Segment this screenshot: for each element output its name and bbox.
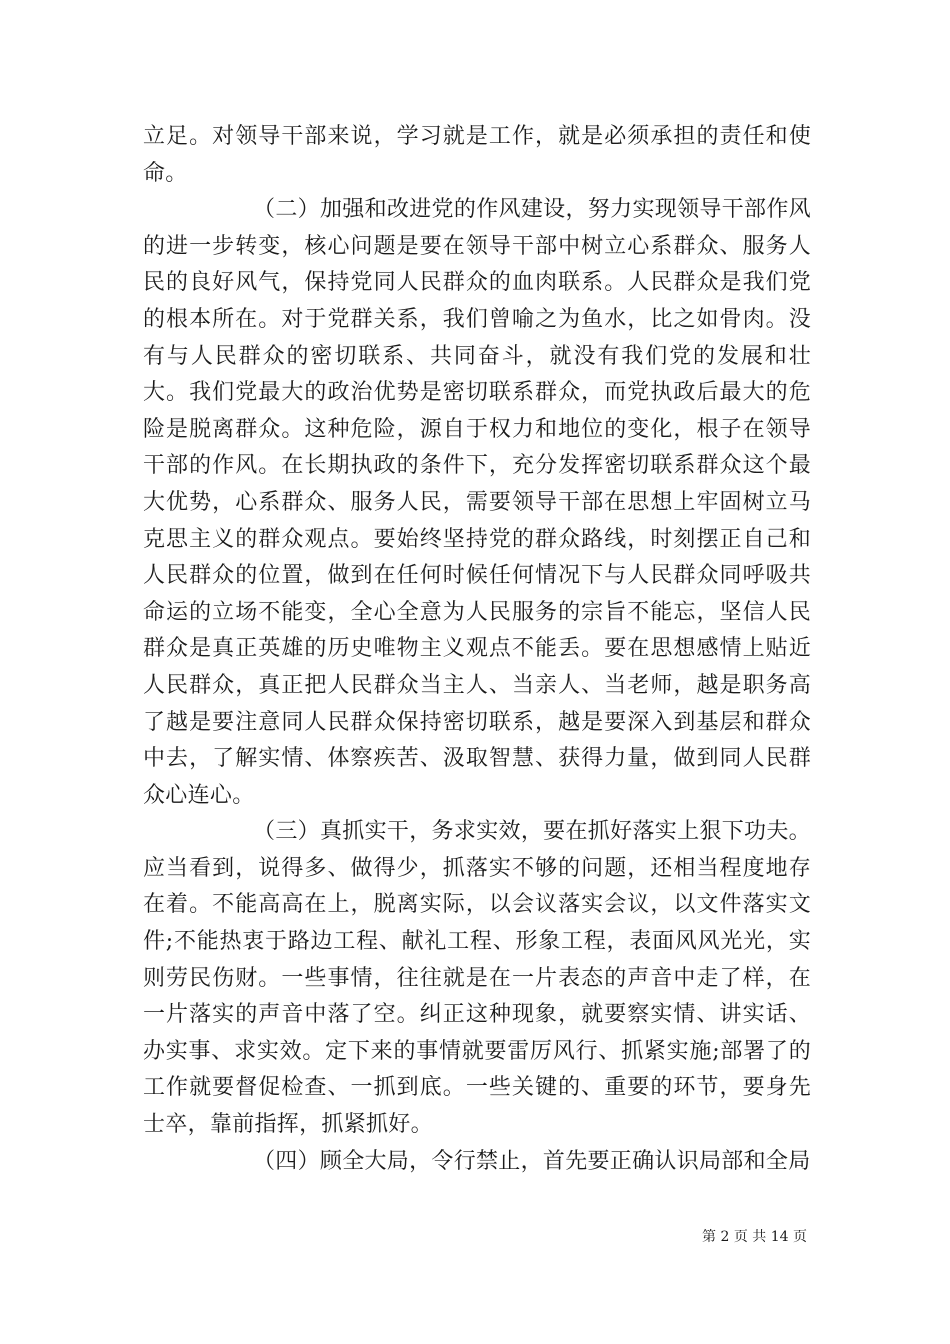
page-number: 第 2 页 共 14 页 <box>702 1229 807 1245</box>
paragraph-section-four: （四）顾全大局，令行禁止，首先要正确认识局部和全局 <box>253 1148 811 1174</box>
paragraph-continuation: 立足。对领导干部来说，学习就是工作，就是必须承担的责任和使命。 <box>143 124 811 186</box>
paragraph-section-two: （二）加强和改进党的作风建设，努力实现领导干部作风的进一步转变，核心问题是要在领导干部中树立心系群众、服务人民的良好风气，保持党同人民群众的血肉联系。人民群众是我们党的根本所在。对于党群关系，我们曾喻之为鱼水，比之如骨肉。没有与人民群众的密切联系、共同奋斗，就没有我们党的发展和壮大。我们党最大的政治优势是密切联系群众，而党执政后最大的危险是脱离群众。这种危险，源自于权力和地位的变化，根子在领导干部的作风。在长期执政的条件下，充分发挥密切联系群众这个最大优势，心系群众、服务人民，需要领导干部在思想上牢固树立马克思主义的群众观点。要始终坚持党的群众路线，时刻摆正自己和人民群众的位置，做到在任何时候任何情况下与人民群众同呼吸共命运的立场不能变，全心全意为人民服务的宗旨不能忘，坚信人民群众是真正英雄的历史唯物主义观点不能丢。要在思想感情上贴近人民群众，真正把人民群众当主人、当亲人、当老师，越是职务高了越是要注意同人民群众保持密切联系，越是要深入到基层和群众中去，了解实情、体察疾苦、汲取智慧、获得力量，做到同人民群众心连心。 <box>143 197 811 808</box>
paragraph-section-three: （三）真抓实干，务求实效，要在抓好落实上狠下功夫。应当看到，说得多、做得少，抓落实不够的问题，还相当程度地存在着。不能高高在上，脱离实际，以会议落实会议，以文件落实文件;不能热衷于路边工程、献礼工程、形象工程，表面风风光光，实则劳民伤财。一些事情，往往就是在一片表态的声音中走了样，在一片落实的声音中落了空。纠正这种现象，就要察实情、讲实话、办实事、求实效。定下来的事情就要雷厉风行、抓紧实施;部署了的工作就要督促检查、一抓到底。一些关键的、重要的环节，要身先士卒，靠前指挥，抓紧抓好。 <box>143 819 811 1138</box>
document-body <box>143 119 811 1180</box>
